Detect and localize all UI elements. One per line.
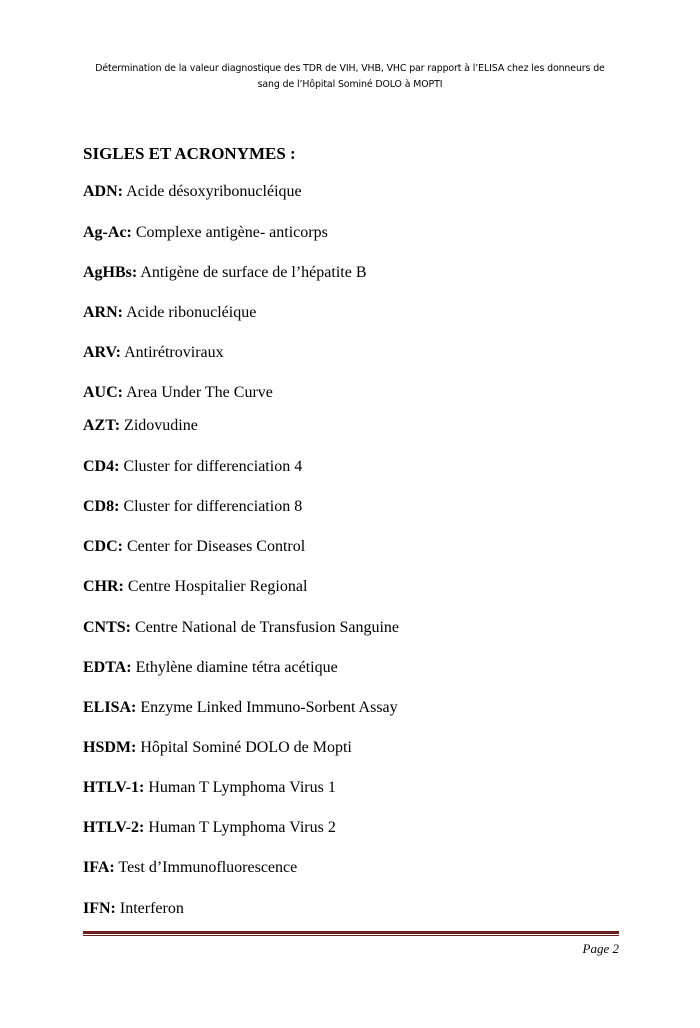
acronym-entry — [83, 617, 399, 639]
acronym-definition: Complexe antigène- anticorps — [135, 224, 328, 241]
acronym-abbr: HTLV-1: — [83, 779, 145, 796]
acronym-entry — [83, 737, 352, 759]
acronym-abbr: AgHBs: — [83, 264, 138, 281]
acronym-abbr: Ag-Ac: — [83, 224, 132, 241]
acronym-entry — [83, 181, 302, 203]
acronym-entry — [83, 536, 305, 558]
acronym-definition: Center for Diseases Control — [127, 538, 306, 555]
acronym-definition: Centre National de Transfusion Sanguine — [135, 619, 399, 636]
acronym-definition: Zidovudine — [124, 417, 198, 434]
acronym-abbr: IFA: — [83, 859, 115, 876]
acronym-abbr: ELISA: — [83, 699, 137, 716]
acronym-definition: Antigène de surface de l’hépatite B — [140, 264, 367, 281]
acronym-entry — [83, 657, 338, 679]
acronym-definition: Human T Lymphoma Virus 1 — [148, 779, 336, 796]
running-header — [60, 61, 640, 93]
acronym-abbr: ADN: — [83, 183, 123, 200]
acronym-definition: Acide ribonucléique — [126, 304, 257, 321]
acronym-abbr: HTLV-2: — [83, 819, 145, 836]
acronym-entry — [83, 817, 336, 839]
acronym-definition: Interferon — [119, 900, 184, 917]
acronym-abbr: ARV: — [83, 344, 121, 361]
acronym-definition: Hôpital Sominé DOLO de Mopti — [140, 739, 352, 756]
acronym-definition: Centre Hospitalier Regional — [127, 578, 308, 595]
acronym-abbr: AUC: — [83, 384, 123, 401]
acronym-definition: Enzyme Linked Immuno-Sorbent Assay — [140, 699, 398, 716]
footer-divider-thin — [83, 935, 619, 936]
acronym-entry — [83, 898, 184, 920]
acronym-abbr: EDTA: — [83, 659, 132, 676]
acronym-abbr: IFN: — [83, 900, 116, 917]
acronym-abbr: HSDM: — [83, 739, 137, 756]
section-title: SIGLES ET ACRONYMES : — [83, 144, 296, 163]
footer-divider-thick — [83, 931, 619, 934]
header-line-1: Détermination de la valeur diagnostique des TDR de VIH, VHB, VHC par rapport à l’ELISA chez les donneurs de — [95, 63, 605, 74]
page-number: Page 2 — [582, 941, 619, 956]
acronym-definition: Ethylène diamine tétra acétique — [135, 659, 338, 676]
acronym-entry — [83, 415, 198, 437]
acronym-entry — [83, 777, 336, 799]
acronym-abbr: CDC: — [83, 538, 123, 555]
acronym-definition: Cluster for differenciation 4 — [123, 458, 303, 475]
acronym-abbr: CD4: — [83, 458, 120, 475]
footer-divider — [83, 931, 619, 937]
acronym-entry — [83, 496, 302, 518]
acronym-abbr: CD8: — [83, 498, 120, 515]
acronym-abbr: ARN: — [83, 304, 123, 321]
acronym-entry — [83, 857, 297, 879]
acronym-definition: Antirétroviraux — [124, 344, 224, 361]
acronym-entry — [83, 697, 398, 719]
acronym-definition: Area Under The Curve — [126, 384, 273, 401]
acronym-entry — [83, 382, 273, 404]
acronym-entry — [83, 302, 256, 324]
acronym-entry — [83, 342, 224, 364]
acronym-entry — [83, 576, 307, 598]
acronym-abbr: AZT: — [83, 417, 121, 434]
acronym-entry — [83, 222, 328, 244]
acronym-entry — [83, 262, 366, 284]
acronym-definition: Human T Lymphoma Virus 2 — [148, 819, 336, 836]
acronym-abbr: CHR: — [83, 578, 124, 595]
header-line-2: sang de l’Hôpital Sominé DOLO à MOPTI — [257, 79, 443, 90]
acronym-definition: Cluster for differenciation 8 — [123, 498, 303, 515]
acronym-definition: Acide désoxyribonucléique — [126, 183, 302, 200]
acronym-entry — [83, 456, 302, 478]
acronym-abbr: CNTS: — [83, 619, 132, 636]
acronym-definition: Test d’Immunofluorescence — [118, 859, 298, 876]
